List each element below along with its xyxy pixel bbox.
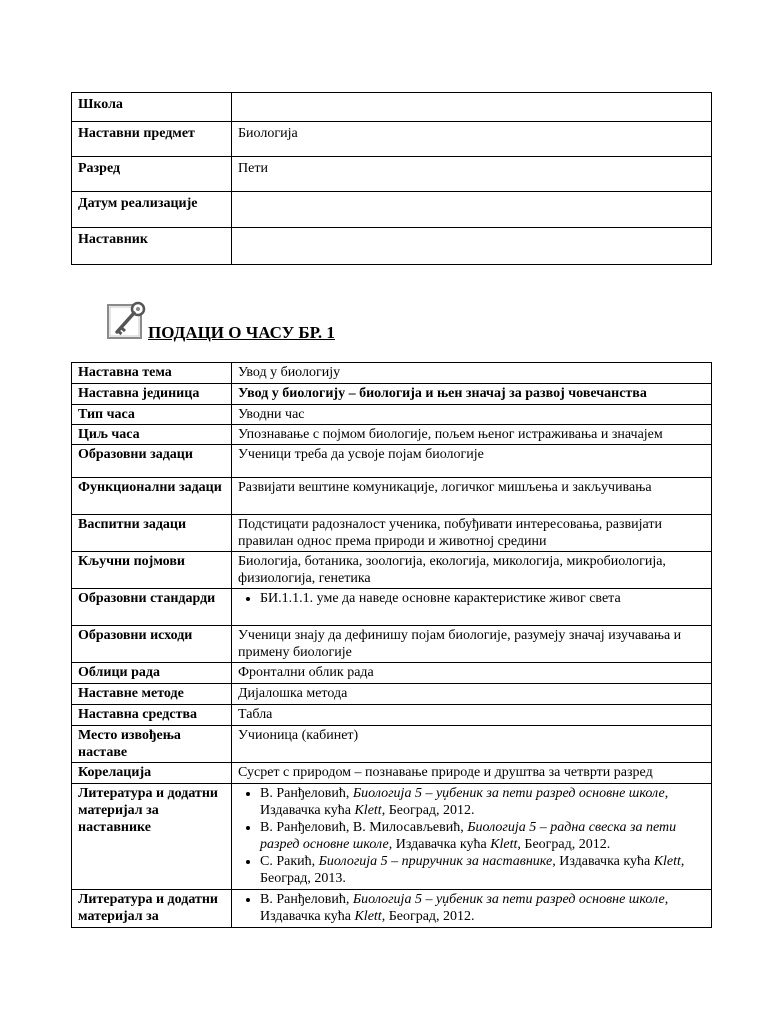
- lesson-table: [71, 362, 712, 928]
- lit-publisher: Klett: [653, 854, 681, 869]
- lit-author: В. Ранђеловић,: [260, 892, 353, 907]
- literature-list: [238, 891, 705, 925]
- lit-pub-end: , Београд, 2013.: [260, 854, 685, 886]
- lit-publisher: Klett: [490, 837, 518, 852]
- row-label: Наставна средства: [72, 705, 232, 726]
- lit-publisher: Klett: [354, 909, 382, 924]
- row-value: Учионица (кабинет): [232, 726, 712, 763]
- table-row: [72, 726, 712, 763]
- row-value: Уводни час: [232, 405, 712, 425]
- lit-pub-end: , Београд, 2012.: [517, 837, 611, 852]
- table-row: [72, 228, 712, 265]
- row-label: Кључни појмови: [72, 552, 232, 589]
- standards-list: [238, 590, 705, 607]
- row-label: Наставне методе: [72, 684, 232, 705]
- row-label: Функционални задаци: [72, 478, 232, 515]
- row-value: Увод у биологију – биологија и њен значај за развој човечанства: [232, 384, 712, 405]
- key-icon: [106, 300, 148, 342]
- row-value: Дијалошка метода: [232, 684, 712, 705]
- row-label: Циљ часа: [72, 425, 232, 445]
- row-label: Облици рада: [72, 663, 232, 684]
- table-row: [72, 784, 712, 890]
- row-label: Тип часа: [72, 405, 232, 425]
- row-value: [232, 890, 712, 928]
- lit-pub-end: , Београд, 2012.: [381, 909, 475, 924]
- table-row: [72, 363, 712, 384]
- table-row: [72, 589, 712, 626]
- row-value: Фронтални облик рада: [232, 663, 712, 684]
- lit-title: Биологија 5 – уџбеник за пети разред основне школе: [352, 786, 665, 801]
- lit-pub: , Издавачка кућа: [260, 892, 669, 924]
- row-label: [72, 890, 232, 928]
- row-value: [232, 228, 712, 265]
- section-title: ПОДАЦИ О ЧАСУ БР. 1: [148, 323, 335, 342]
- list-item: [260, 819, 705, 853]
- row-value: Биологија, ботаника, зоологија, екологија, микологија, микробиологија, физиологија, генетика: [232, 552, 712, 589]
- row-value: [232, 784, 712, 890]
- table-row: [72, 122, 712, 157]
- row-value: Увод у биологију: [232, 363, 712, 384]
- row-value: Пети: [232, 157, 712, 192]
- lit-pub: , Издавачка кућа: [552, 854, 654, 869]
- lit-author: С. Ракић,: [260, 854, 319, 869]
- row-value: Подстицати радозналост ученика, побуђивати интересовања, развијати правилан однос према природи и животној средини: [232, 515, 712, 552]
- table-row: [72, 405, 712, 425]
- school-info-table: [71, 92, 712, 265]
- table-row: [72, 192, 712, 228]
- row-value: Упознавање с појмом биологије, пољем њеног истраживања и значајем: [232, 425, 712, 445]
- row-value: Табла: [232, 705, 712, 726]
- lit-title: Биологија 5 – приручник за наставнике: [318, 854, 553, 869]
- row-value: [232, 192, 712, 228]
- table-row: [72, 425, 712, 445]
- lit-author: В. Ранђеловић, В. Милосављевић,: [260, 820, 468, 835]
- list-item: • БИ.1.1.1. уме да наведе основне карактеристике живог света: [260, 590, 705, 607]
- table-row: [72, 384, 712, 405]
- table-row: [72, 626, 712, 663]
- row-label: Наставник: [72, 228, 232, 265]
- list-item: [260, 891, 705, 925]
- lit-pub: , Издавачка кућа: [388, 837, 491, 852]
- row-label: Наставна тема: [72, 363, 232, 384]
- row-label: Образовни задаци: [72, 445, 232, 478]
- lit-author: В. Ранђеловић,: [260, 786, 353, 801]
- row-value: Ученици знају да дефинишу појам биологије, разумеју значај изучавања и примену биологије: [232, 626, 712, 663]
- row-label: Датум реализације: [72, 192, 232, 228]
- table-row: [72, 763, 712, 784]
- row-label: Наставни предмет: [72, 122, 232, 157]
- table-row: [72, 515, 712, 552]
- row-label: Образовни стандарди: [72, 589, 232, 626]
- row-label-text: Литература и додатни материјал за: [78, 892, 218, 924]
- row-value: Ученици треба да усвоје појам биологије: [232, 445, 712, 478]
- row-value: Сусрет с природом – познавање природе и друштва за четврти разред: [232, 763, 712, 784]
- row-value: Биологија: [232, 122, 712, 157]
- table-row: [72, 478, 712, 515]
- table-row: [72, 684, 712, 705]
- row-label: Место извођења наставе: [72, 726, 232, 763]
- lit-title: Биологија 5 – радна свеска за пети разред основне школе: [260, 820, 677, 852]
- table-row: [72, 890, 712, 928]
- row-label: Образовни исходи: [72, 626, 232, 663]
- table-row: [72, 663, 712, 684]
- row-label: Наставна јединица: [72, 384, 232, 405]
- lit-publisher: Klett: [354, 803, 382, 818]
- row-value: Развијати вештине комуникације, логичког мишљења и закључивања: [232, 478, 712, 515]
- row-value: [232, 93, 712, 122]
- list-item: [260, 853, 705, 887]
- row-label: Школа: [72, 93, 232, 122]
- row-value: [232, 589, 712, 626]
- table-row: [72, 445, 712, 478]
- row-label: Корелација: [72, 763, 232, 784]
- list-item: [260, 785, 705, 819]
- literature-list: [238, 785, 705, 887]
- table-row: [72, 157, 712, 192]
- table-row: [72, 705, 712, 726]
- table-row: [72, 93, 712, 122]
- row-label: Васпитни задаци: [72, 515, 232, 552]
- lit-title: Биологија 5 – уџбеник за пети разред основне школе: [352, 892, 665, 907]
- row-label: Разред: [72, 157, 232, 192]
- table-row: [72, 552, 712, 589]
- lit-pub-end: , Београд, 2012.: [381, 803, 475, 818]
- row-label: Литература и додатни материјал за наставнике: [72, 784, 232, 890]
- lit-pub: , Издавачка кућа: [260, 786, 669, 818]
